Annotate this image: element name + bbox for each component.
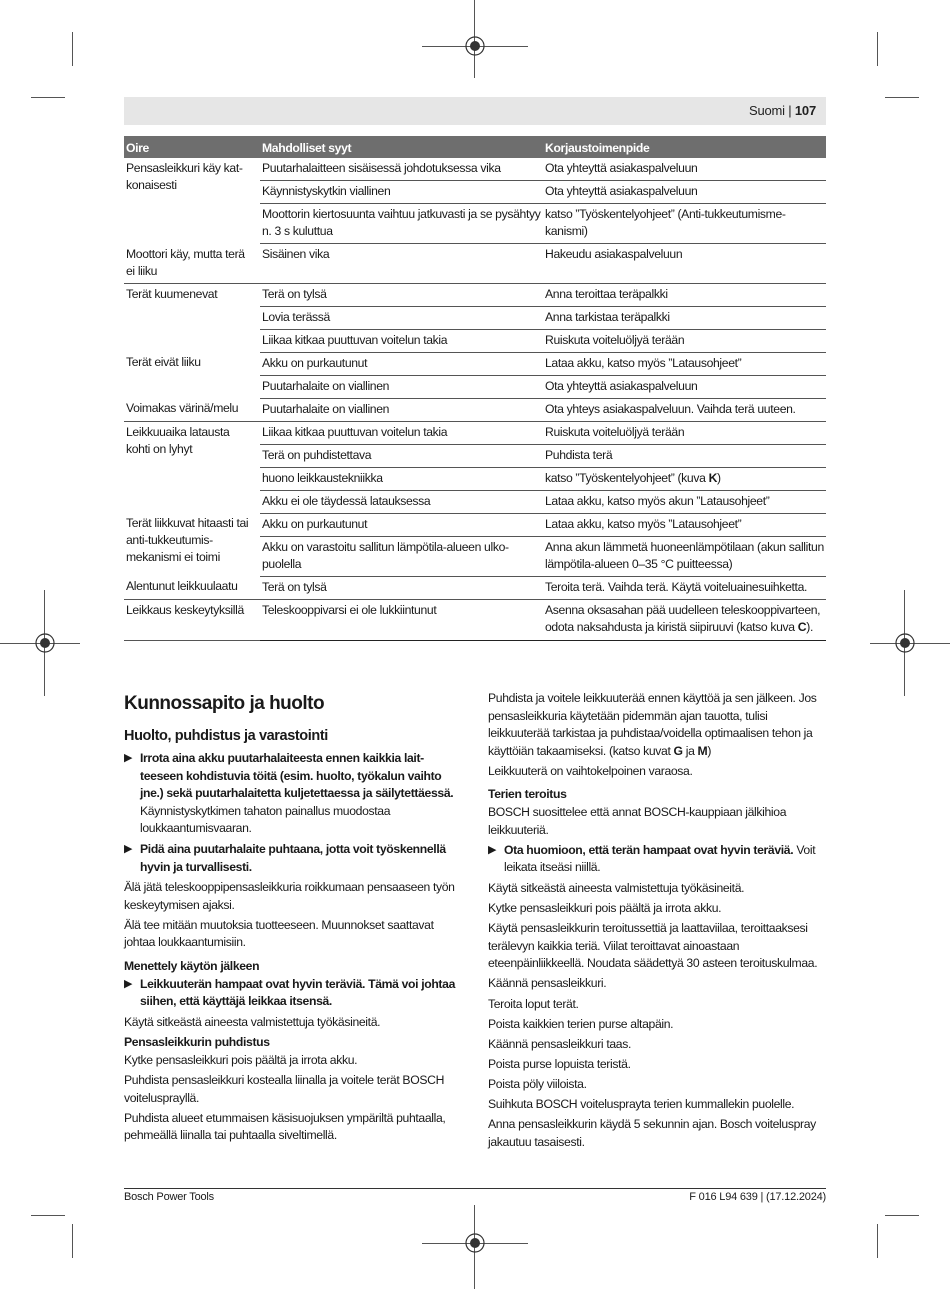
registration-mark-icon	[34, 632, 56, 654]
paragraph: Puhdista pensasleikkuri kostealla liinalla ja voitele terät BOSCH voitelusprayllä.	[124, 1073, 445, 1105]
remedy-cell: Anna teroittaa teräpalkki	[543, 283, 826, 306]
remedy-cell: Lataa akku, katso myös ”Latausohjeet”	[543, 352, 826, 375]
step-paragraph: Käytä pensasleikkurin teroitussettiä ja laattaviilaa, teroittaaksesi terälevyn kaikkia teriä. Viilat teroittavat ainoastaan eteenpäinliikkeellä. Noudata säädettyä 30 asteen teroituskulmaa.	[488, 921, 818, 971]
crop-mark	[885, 97, 919, 98]
step-paragraph: Käännä pensasleikkuri taas.	[488, 1036, 631, 1051]
crop-mark	[72, 32, 73, 66]
paragraph: BOSCH suosittelee että annat BOSCH-kauppiaan jälkihioa leikkuuteriä.	[488, 805, 787, 837]
warning-text: Voit leikata itseäsi niillä.	[504, 842, 816, 875]
table-header-row	[124, 136, 826, 158]
triangle-bullet-icon: ▶	[124, 977, 133, 990]
section-title: Kunnossapito ja huolto	[124, 693, 325, 714]
cause-cell: Sisäinen vika	[260, 244, 543, 284]
table-row	[124, 283, 826, 306]
sharpening-steps	[488, 880, 826, 1151]
warning-bullet	[124, 841, 458, 876]
symptom-cell: Terät kuumenevat	[126, 286, 218, 301]
step-paragraph: Käännä pensasleikkuri.	[488, 976, 607, 991]
cause-cell: Puutarhalaitteen sisäisessä johdotuksessa vika	[260, 158, 543, 181]
triangle-bullet-icon: ▶	[124, 752, 133, 764]
cause-cell: Käynnistyskytkin viallinen	[260, 181, 543, 204]
figure-ref: G	[673, 743, 683, 758]
footer-doc-id: F 016 L94 639 | (17.12.2024)	[689, 1191, 826, 1203]
crop-mark	[31, 97, 65, 98]
step-paragraph: Kytke pensasleikkuri pois päältä ja irrota akku.	[488, 901, 722, 916]
cause-cell: Akku on purkautunut	[260, 513, 543, 536]
paragraph-text: Puhdista ja voitele leikkuuterää ennen käyttöä ja sen jälkeen. Jos pensasleikkuria käytetään pidemmän ajan tauotta, tulisi leikkuuterää tarkistaa ja puhdistaa/voidella optimaalisen tehon ja käyttöiän takaamiseksi. (katso kuvat	[488, 691, 817, 758]
figure-ref: M	[697, 743, 708, 758]
paragraph	[488, 690, 826, 760]
triangle-bullet-icon: ▶	[488, 843, 497, 856]
symptom-cell: Voimakas värinä/melu	[124, 398, 260, 421]
remedy-cell: Ota yhteyttä asiakaspalveluun	[543, 181, 826, 204]
cause-cell: Lovia terässä	[260, 306, 543, 329]
table-body	[124, 158, 826, 640]
remedy-text: )	[717, 470, 721, 485]
crop-mark	[877, 32, 878, 66]
remedy-cell: Anna tarkistaa teräpalkki	[543, 306, 826, 329]
remedy-cell: Anna akun lämmetä huoneenlämpötilaan (akun sallitun lämpötila-alueen 0–35 °C puitteessa)	[543, 536, 826, 576]
paragraph: Puhdista alueet etummaisen käsisuojuksen ympäriltä puhtaalla, pehmeällä liinalla tai puhtaalla siveltimellä.	[124, 1110, 446, 1143]
cause-cell: Teleskooppivarsi ei ole lukkiintunut	[260, 599, 543, 640]
paragraph: Leikkuuterä on vaihtokelpoinen varaosa.	[488, 763, 693, 778]
column-header-remedy: Korjaustoimenpide	[543, 136, 826, 158]
figure-ref: C	[797, 619, 807, 634]
cause-cell: Puutarhalaite on viallinen	[260, 375, 543, 398]
remedy-text: Asenna oksasahan pää uudelleen teleskooppivarteen, odota naksahdusta ja kiristä siipiruuvi (katso kuva	[545, 602, 821, 634]
step-paragraph: Poista purse lopuista teristä.	[488, 1056, 631, 1071]
registration-mark-icon	[464, 1232, 486, 1254]
paragraph: Älä tee mitään muutoksia tuotteeseen. Muunnokset saattavat johtaa loukkaantumisiin.	[124, 917, 434, 950]
column-header-symptom: Oire	[124, 136, 260, 158]
remedy-cell: Ruiskuta voiteluöljyä terään	[543, 421, 826, 444]
remedy-text: katso ”Työskentelyohjeet” (kuva	[545, 470, 709, 485]
step-paragraph: Teroita loput terät.	[488, 996, 579, 1011]
symptom-cell: Moottori käy, mutta terä ei liiku	[124, 244, 260, 284]
remedy-cell: Ota yhteys asiakaspalveluun. Vaihda terä uuteen.	[543, 398, 826, 421]
warning-bullet	[124, 750, 458, 838]
symptom-cell: Leikkuuaika latausta kohti on lyhyt	[126, 424, 230, 456]
warning-bold-text: Pidä aina puutarhalaite puhtaana, jotta voit työskennellä hyvin ja turvallisesti.	[140, 841, 446, 874]
subheading: Menettely käytön jälkeen	[124, 959, 260, 974]
paragraph-text: ja	[682, 743, 698, 758]
remedy-cell: Ota yhteyttä asiakaspalveluun	[543, 158, 826, 181]
remedy-cell: Puhdista terä	[543, 444, 826, 467]
crop-mark	[31, 1215, 65, 1216]
cause-cell: Akku ei ole täydessä latauksessa	[260, 490, 543, 513]
warning-bullet	[124, 976, 458, 1011]
table-row	[124, 244, 826, 284]
cause-cell: Liikaa kitkaa puuttuvan voitelun takia	[260, 329, 543, 352]
cause-cell: Terä on tylsä	[260, 576, 543, 599]
symptom-cell: Alentunut leikkuulaatu	[124, 576, 260, 599]
table-row	[124, 513, 826, 536]
figure-ref: K	[708, 470, 718, 485]
paragraph: Älä jätä teleskooppipensasleikkuria roikkumaan pensaaseen työn keskeytymisen ajaksi.	[124, 880, 455, 912]
table-row	[124, 352, 826, 375]
symptom-cell: Terät eivät liiku	[126, 355, 201, 369]
footer-rule	[124, 1188, 826, 1189]
page-header	[124, 97, 826, 125]
table-row	[124, 158, 826, 181]
cause-cell: Liikaa kitkaa puuttuvan voitelun takia	[260, 421, 543, 444]
crop-mark	[885, 1215, 919, 1216]
cause-cell: Puutarhalaite on viallinen	[260, 398, 543, 421]
subheading: Terien teroitus	[488, 787, 567, 802]
symptom-cell: Terät liikkuvat hitaasti tai anti-tukkeutumismekanismi ei toimi	[126, 516, 249, 564]
step-paragraph: Poista kaikkien terien purse altapäin.	[488, 1016, 674, 1031]
cause-cell: Moottorin kiertosuunta vaihtuu jatkuvasti ja se pysähtyy n. 3 s kuluttua	[260, 204, 543, 244]
remedy-text: ).	[806, 619, 813, 634]
remedy-cell	[543, 467, 826, 490]
column-header-cause: Mahdolliset syyt	[260, 136, 543, 158]
troubleshooting-table	[124, 136, 826, 641]
header-separator: |	[788, 103, 792, 118]
remedy-cell: Ruiskuta voiteluöljyä terään	[543, 329, 826, 352]
header-language: Suomi	[749, 103, 785, 118]
remedy-cell: Hakeudu asiakaspalveluun	[543, 244, 826, 284]
step-paragraph: Anna pensasleikkurin käydä 5 sekunnin ajan. Bosch voiteluspray jakautuu tasaisesti.	[488, 1117, 816, 1149]
right-column	[488, 690, 826, 1154]
crop-mark	[877, 1224, 878, 1258]
crop-mark	[72, 1224, 73, 1258]
symptom-cell: Pensasleikkuri käy katkonaisesti	[126, 161, 243, 192]
paragraph: Käytä sitkeästä aineesta valmistettuja työkäsineitä.	[124, 1014, 381, 1029]
footer-brand: Bosch Power Tools	[124, 1191, 214, 1203]
table-row	[124, 599, 826, 640]
warning-text: Käynnistyskytkimen tahaton painallus muodostaa loukkaantumisvaaran.	[140, 803, 391, 836]
triangle-bullet-icon: ▶	[124, 842, 133, 855]
section-subtitle: Huolto, puhdistus ja varastointi	[124, 728, 328, 744]
table-row	[124, 398, 826, 421]
cause-cell: Akku on purkautunut	[260, 352, 543, 375]
paragraph: Kytke pensasleikkuri pois päältä ja irrota akku.	[124, 1053, 358, 1067]
page-number: 107	[794, 103, 816, 118]
warning-bold-text: Leikkuuterän hampaat ovat hyvin teräviä. Tämä voi johtaa siihen, että käyttäjä leikkaa itsensä.	[140, 976, 455, 1009]
step-paragraph: Suihkuta BOSCH voitelusprayta terien kummallekin puolelle.	[488, 1096, 795, 1111]
step-paragraph: Poista pöly viiloista.	[488, 1076, 587, 1091]
page-header-text	[749, 103, 816, 118]
warning-bullet	[488, 842, 826, 877]
remedy-cell: Lataa akku, katso myös ”Latausohjeet”	[543, 513, 826, 536]
paragraph-text: )	[707, 743, 712, 758]
cause-cell: Terä on puhdistettava	[260, 444, 543, 467]
symptom-cell: Leikkaus keskeytyksillä	[124, 599, 260, 640]
remedy-cell	[543, 599, 826, 640]
remedy-cell: Teroita terä. Vaihda terä. Käytä voiteluainesuihketta.	[543, 576, 826, 599]
remedy-cell: Lataa akku, katso myös akun ”Latausohjeet”	[543, 490, 826, 513]
cause-cell: huono leikkaustekniikka	[260, 467, 543, 490]
remedy-cell: Ota yhteyttä asiakaspalveluun	[543, 375, 826, 398]
warning-bold-text: Ota huomioon, että terän hampaat ovat hyvin teräviä.	[504, 842, 794, 857]
cause-cell: Akku on varastoitu sallitun lämpötila-alueen ulkopuolella	[260, 536, 543, 576]
cause-cell: Terä on tylsä	[260, 283, 543, 306]
registration-mark-icon	[894, 632, 916, 654]
remedy-cell: katso ”Työskentelyohjeet” (Anti-tukkeutumismekanismi)	[543, 204, 826, 244]
registration-mark-icon	[464, 35, 486, 57]
table-row	[124, 421, 826, 444]
step-paragraph: Käytä sitkeästä aineesta valmistettuja työkäsineitä.	[488, 880, 745, 895]
left-column	[124, 690, 458, 1147]
warning-bold-text: Irrota aina akku puutarhalaiteesta ennen kaikkia laitteeseen kohdistuvia töitä (esim. huolto, työkalun vaihto jne.) sekä puutarhalaitetta kuljetettaessa ja säilytettäessä.	[140, 751, 454, 801]
table-row	[124, 576, 826, 599]
subheading: Pensasleikkurin puhdistus	[124, 1035, 270, 1050]
